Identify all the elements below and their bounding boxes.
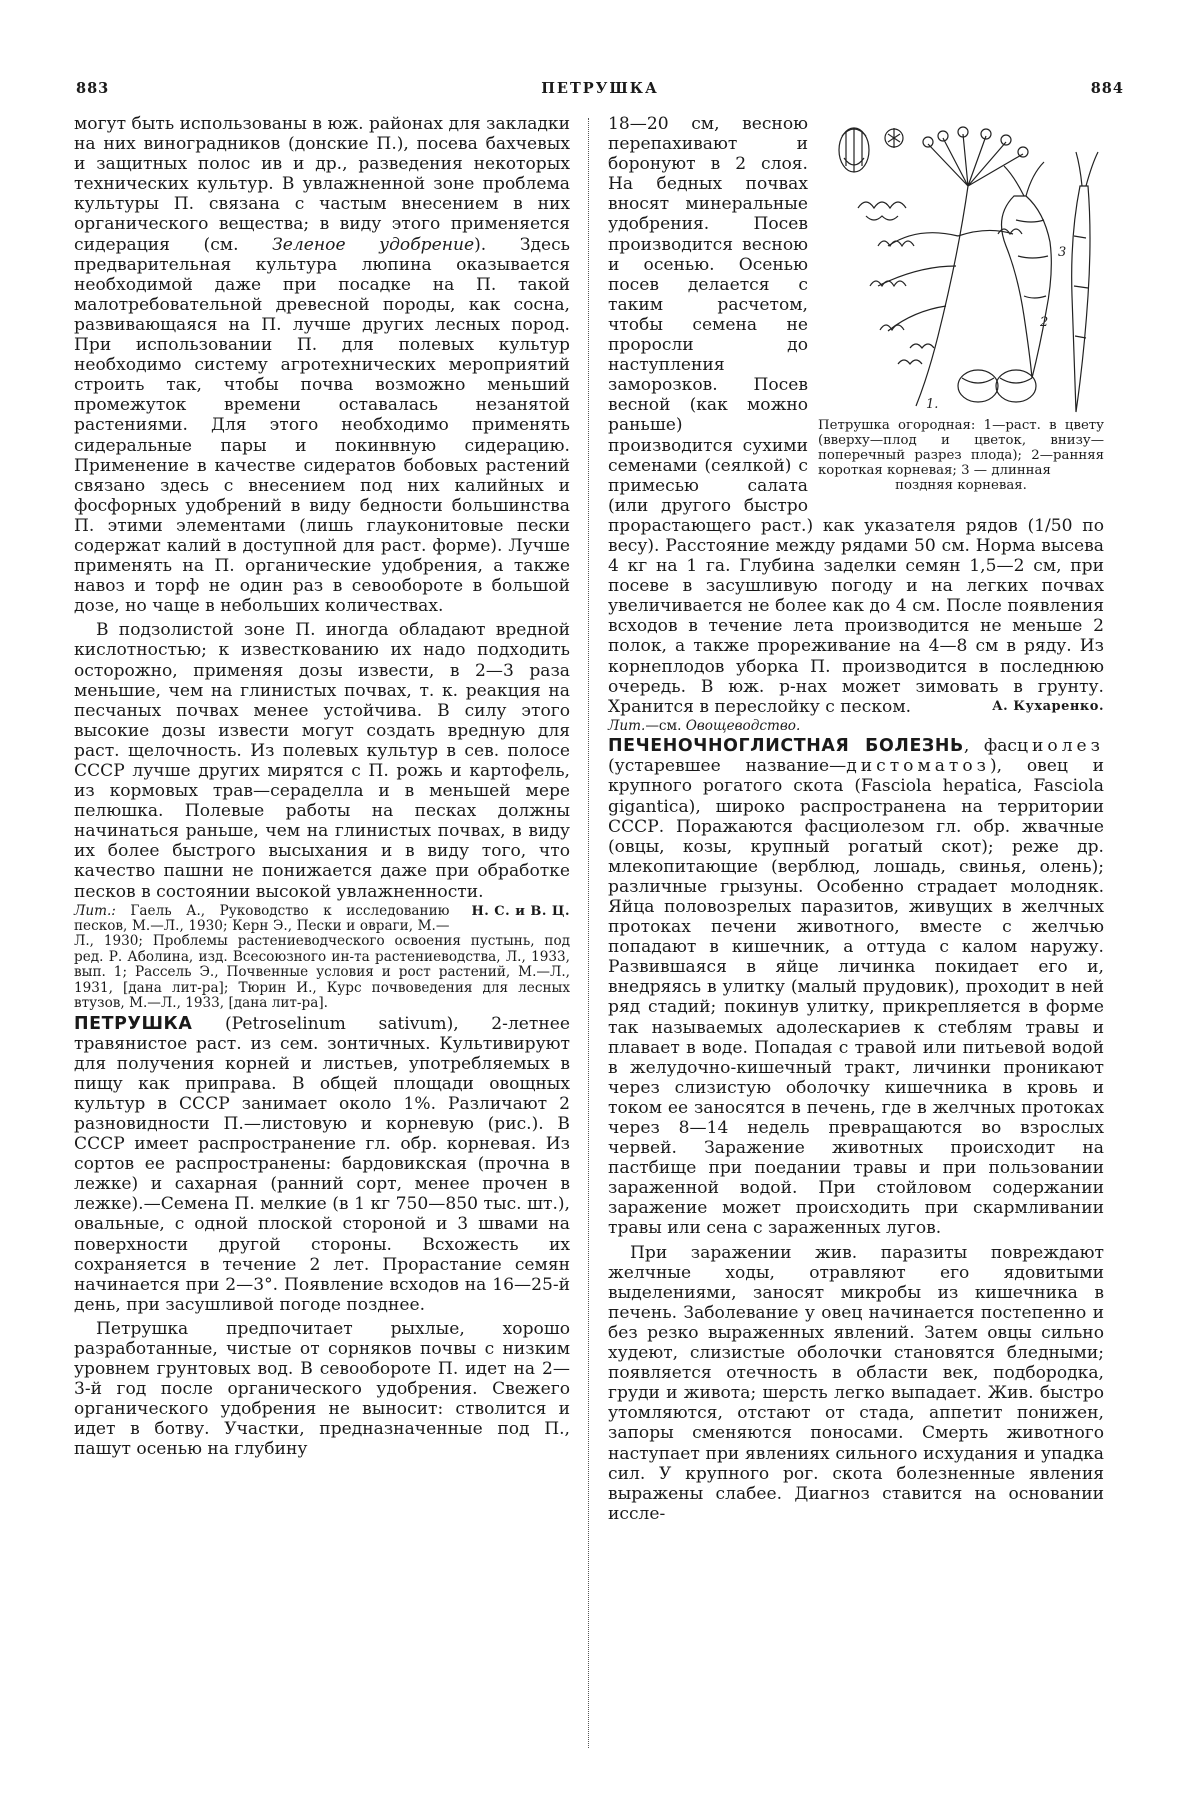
article-petrushka: ПЕТРУШКА (Petroselinum sativum), 2-летнее травянистое раст. из сем. зонтичных. Культивируют для получения корней и листьев, употребляемых в пищу как приправа. В общей площади овощных культур в СССР занимает около 1%. Различают 2 разновидности П.—листовую и корневую (рис.). В СССР имеет распространение гл. обр. корневая. Из сортов ее распространены: бардовикская (прочна в лежке) и сахарная (ранний сорт, менее прочен в лежке).—Семена П. мелкие (в 1 кг 750—850 тыс. шт.), овальные, с одной плоской стороной и 3 швами на поверхности другой стороны. Всхожесть их сохраняется в течение 2 лет. Прорастание семян начинается при 2—3°. Появление всходов на 16—25-й день, при засушливой погоде позднее. <box>74 1013 570 1315</box>
parsley-figure <box>818 116 1104 493</box>
page-number-right: 884 <box>1090 80 1124 97</box>
figure-label-1: 1. <box>926 397 939 412</box>
cross-reference: Зеленое удобрение <box>272 234 475 255</box>
running-title: ПЕТРУШКА <box>541 80 659 97</box>
right-paragraph-3: При заражении жив. паразиты повреждают желчные ходы, отравляют его ядовитыми выделениями, заносят микробы из кишечника в печень. Заболевание у овец начинается постепенно и без резко выраженных явлений. Затем овцы сильно худеют, слизистые оболочки становятся бледными; появляется отечность в области век, подбородка, груди и живота; шерсть легко выпадает. Жив. быстро утомляются, отстают от стада, аппетит понижен, запоры сменяются поносами. Смерть животного наступает при явлениях сильного исхудания и упадка сил. У крупного рог. скота болезненные явления выражены слабее. Диагноз ставится на основании иссле- <box>608 1242 1104 1524</box>
headword-petrushka: ПЕТРУШКА <box>74 1013 193 1034</box>
author-signature: Н. С. и В. Ц. <box>471 903 570 919</box>
right-paragraph-1: 18—20 см, весною перепахивают и боронуют в 2 слоя. На бедных почвах вносят минеральные удобрения. Посев производится весною и осенью. Осенью посев делается с таким расчетом, чтобы семена не проросли до наступления заморозков. Посев весной (как можно раньше) производится сухими семенами (сеялкой) с примесью салата (или другого быстро прорастающего раст.) как указателя рядов (1/50 по весу). Расстояние между рядами 50 см. Норма высева 4 кг на 1 га. Глубина заделки семян 1,5—2 см, при посеве в засушливую погоду и на легких почвах увеличивается не более как до 4 см. После появления всходов в течение лета производится не меньше 2 полок, а также прореживание на 4—8 см в ряду. Из корнеплодов уборка П. производится в последнюю очередь. В юж. р-нах может зимовать в грунту. Хранится в переслойку с песком. А. Кухаренко. <box>608 114 1104 717</box>
literature-list: Лит.: Гаель А., Руководство к исследованию песков, М.—Л., 1930; Керн Э., Пески и овраги, М.—Л., 1930; Проблемы растениеводческого освоения пустынь, под ред. Р. Аболина, изд. Всесоюзного ин-та растениеводства, Л., 1933, вып. 1; Рассель Э., Почвенные условия и рост растений, М.—Л., 1931, [дана лит-ра]; Тюрин И., Курс почвоведения для лесных втузов, М.—Л., 1933, [дана лит-ра]. <box>74 902 570 1012</box>
literature-ref-right: Лит.—см. Овощеводство. <box>608 717 801 734</box>
figure-caption: Петрушка огородная: 1—раст. в цвету (вверху—плод и цветок, внизу—поперечный разрез плода); 2—ранняя короткая корневая; 3 — длинная поздняя корневая. <box>818 418 1104 493</box>
left-paragraph-2: В подзолистой зоне П. иногда обладают вредной кислотностью; к известкованию их надо подходить осторожно, применяя дозы извести, в 2—3 раза меньшие, чем на глинистых почвах, т. к. реакция на песчаных почвах менее устойчива. В силу этого высокие дозы извести могут создать вредную для раст. щелочность. Из полевых культур в сев. полосе СССР лучше других мирятся с П. рожь и картофель, из кормовых трав—сераделла и в меньшей мере пелюшка. Полевые работы на песках должны начинаться раньше, чем на глинистых почвах, в виду их более быстрого высыхания и в виду того, что качество пашни не понижается даже при обработке песков в состоянии высокой увлажненности. Н. С. и В. Ц. <box>74 620 570 901</box>
right-column <box>608 114 1104 1524</box>
article-liver-fluke: ПЕЧЕНОЧНОГЛИСТНАЯ БОЛЕЗНЬ, фасциолез (устаревшее название—дистоматоз), овец и крупного рогатого скота (Fasciola hepatica, Fasciola gigantica), широко распространена на территории СССР. Поражаются фасциолезом гл. обр. жвачные (овцы, козы, крупный рогатый скот); реже др. млекопитающие (верблюд, лошадь, свинья, олень); различные грызуны. Особенно страдает молодняк. Яйца половозрелых паразитов, живущих в желчных протоках печени животного, вместе с желчью попадают в кишечник, а оттуда с калом наружу. Развившаяся в яйце личинка покидает его и, внедряясь в улитку (малый прудовик), проходит в ней ряд стадий; покинув улитку, прикрепляется в форме так называемых адолескариев к стеблям травы и плавает в воде. Попадая с травой или питьевой водой в желудочно-кишечный тракт, личинки проникают через слизистую оболочку кишечника в кровь и током ее заносятся в печень, где в желчных протоках через 8—14 недель превращаются во взрослых червей. Заражение животных происходит на пастбище при поедании травы и при пользовании зараженной водой. При стойловом содержании заражение может происходить при скармливании травы или сена с зараженных лугов. <box>608 736 1104 1239</box>
headword-liver-fluke: ПЕЧЕНОЧНОГЛИСТНАЯ БОЛЕЗНЬ <box>608 736 964 757</box>
left-paragraph-1: могут быть использованы в юж. районах для закладки на них виноградников (донские П.), посева бахчевых и защитных полос ив и др., разведения некоторых технических культур. В увлажненной зоне проблема культуры П. связана с частым внесением в них органического вещества; в виду этого применяется сидерация (см. Зеленое удобрение). Здесь предварительная культура люпина оказывается необходимой даже при посадке на П. такой малотребовательной древесной породы, как сосна, развивающаяся на П. лучше других лесных пород. При использовании П. для полевых культур необходимо систему агротехнических мероприятий строить так, чтобы почва возможно меньший промежуток времени оставалась незанятой растениями. Для этого необходимо применять сидеральные пары и покинвную сидерацию. Применение в качестве сидератов бобовых растений связано здесь с внесением под них калийных и фосфорных удобрений в виду бедности большинства П. этими элементами (лишь глауконитовые пески содержат калий в доступной для раст. форме). Лучше применять на П. органические удобрения, а также навоз и торф не один раз в севообороте в большой дозе, но чаще в небольших количествах. <box>74 114 570 617</box>
author-signature-right: А. Кухаренко. <box>992 698 1104 714</box>
page-number-left: 883 <box>76 80 110 97</box>
left-column <box>74 114 570 1460</box>
left-paragraph-4: Петрушка предпочитает рыхлые, хорошо разработанные, чистые от сорняков почвы с низким уровнем грунтовых вод. В севообороте П. идет на 2—3-й год после органического удобрения. Свежего органического удобрения не выносит: стволится и идет в ботву. Участки, предназначенные под П., пашут осенью на глубину <box>74 1318 570 1460</box>
parsley-illustration <box>818 116 1104 416</box>
figure-label-2: 2 <box>1040 315 1049 330</box>
figure-label-3: 3 <box>1058 245 1067 260</box>
column-divider <box>588 118 589 1748</box>
